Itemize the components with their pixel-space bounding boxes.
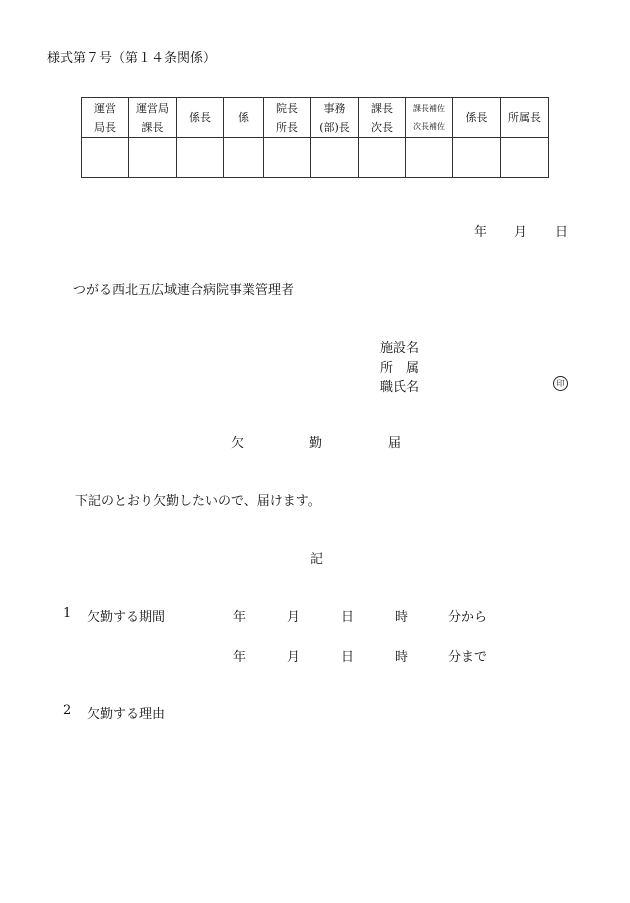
approver-header-cell: 課長補佐 次長補佐: [406, 98, 453, 138]
approver-header-cell: 係: [224, 98, 264, 138]
seal-mark: 印: [553, 376, 568, 391]
from-year-label: 年: [233, 610, 247, 625]
from-month-label: 月: [287, 610, 301, 625]
body-text: 下記のとおり欠勤したいので、届けます。: [75, 494, 321, 509]
stamp-cell[interactable]: [224, 138, 264, 178]
approver-header-cell: 院長 所長: [264, 98, 311, 138]
stamp-cell[interactable]: [406, 138, 453, 178]
approver-header-cell: 係長: [453, 98, 501, 138]
approver-header-cell: 係長: [177, 98, 224, 138]
to-year-label: 年: [233, 650, 247, 665]
form-number-title: 様式第７号（第１４条関係）: [47, 51, 217, 66]
absence-reason-label: 欠勤する理由: [87, 707, 166, 722]
date-month-label: 月: [514, 225, 528, 240]
approval-header-row: [82, 98, 549, 138]
from-minute-label: 分から: [448, 610, 488, 625]
document-title-char: 勤: [309, 436, 323, 451]
to-minute-label: 分まで: [448, 650, 488, 665]
stamp-cell[interactable]: [501, 138, 549, 178]
from-day-label: 日: [341, 610, 355, 625]
approval-stamp-table: [81, 97, 549, 178]
from-hour-label: 時: [395, 610, 409, 625]
facility-name-label: 施設名: [380, 341, 420, 356]
stamp-cell[interactable]: [311, 138, 359, 178]
stamp-cell[interactable]: [177, 138, 224, 178]
date-day-label: 日: [555, 225, 569, 240]
document-title-char: 欠: [231, 436, 245, 451]
document-title-char: 届: [388, 436, 402, 451]
date-year-label: 年: [474, 225, 488, 240]
stamp-cell[interactable]: [82, 138, 129, 178]
to-hour-label: 時: [395, 650, 409, 665]
ki-heading: 記: [310, 552, 324, 567]
approver-header-cell: 所属長: [501, 98, 549, 138]
item-number: 1: [63, 606, 72, 621]
position-name-label: 職氏名: [380, 380, 420, 395]
item-number: 2: [63, 703, 72, 718]
stamp-cell[interactable]: [129, 138, 177, 178]
absence-period-label: 欠勤する期間: [87, 610, 166, 625]
to-month-label: 月: [287, 650, 301, 665]
to-day-label: 日: [341, 650, 355, 665]
stamp-cell[interactable]: [453, 138, 501, 178]
stamp-cell[interactable]: [264, 138, 311, 178]
approver-header-cell: 事務 (部)長: [311, 98, 359, 138]
stamp-cell[interactable]: [359, 138, 406, 178]
department-label: 所 属: [380, 361, 420, 376]
recipient: つがる西北五広域連合病院事業管理者: [73, 283, 295, 298]
approval-stamp-row: [82, 138, 549, 178]
approver-header-cell: 運営 局長: [82, 98, 129, 138]
approver-header-cell: 課長 次長: [359, 98, 406, 138]
approver-header-cell: 運営局 課長: [129, 98, 177, 138]
